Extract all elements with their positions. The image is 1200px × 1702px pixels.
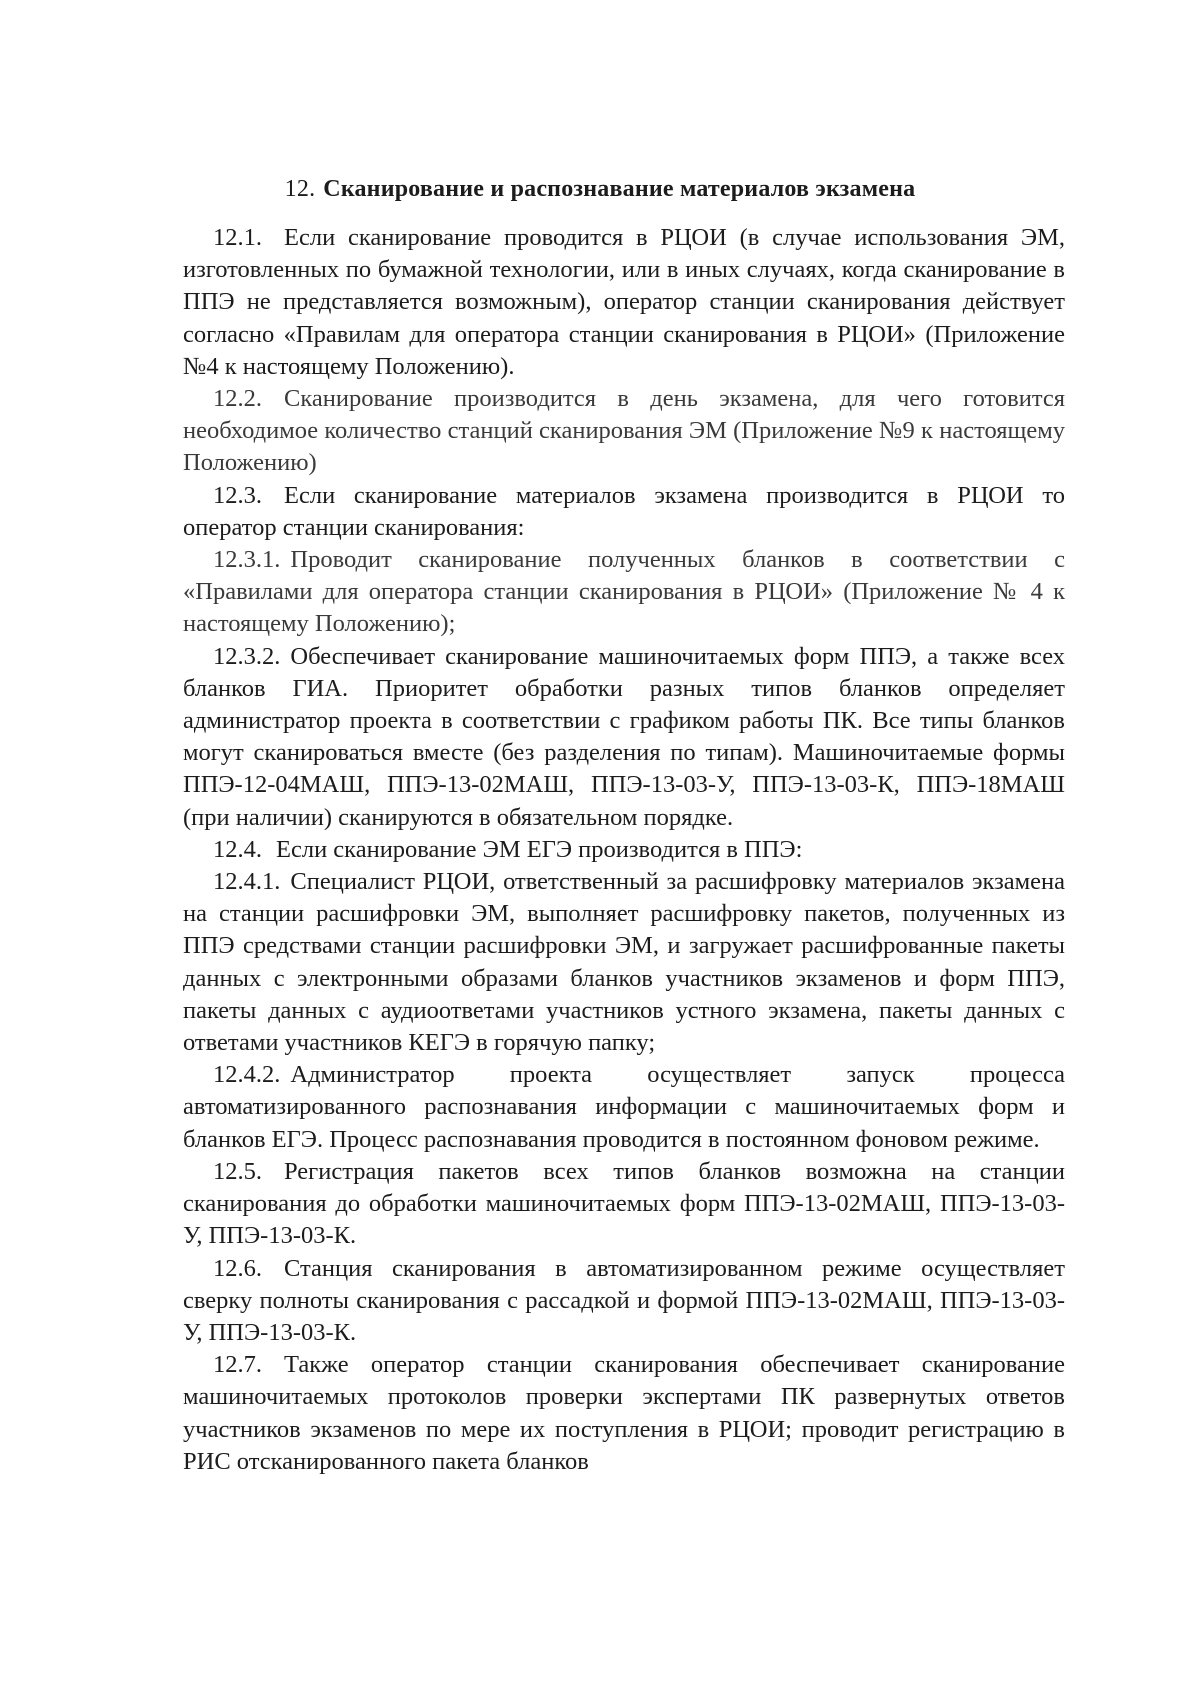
- paragraph-number: 12.1.: [213, 224, 262, 251]
- paragraph-number: 12.3.2.: [213, 642, 281, 670]
- paragraph-12-4: [183, 834, 1065, 866]
- paragraph-text: Если сканирование ЭМ ЕГЭ производится в ППЭ:: [276, 835, 803, 863]
- paragraph-text: Также оператор станции сканирования обеспечивает сканирование машиночитаемых протоколов проверки экспертами ПК развернутых ответов участников экзаменов по мере их поступления в РЦОИ; проводит регистрацию в РИС отсканированного пакета бланков: [183, 1351, 1065, 1475]
- paragraph-12-3-2: [183, 641, 1065, 834]
- paragraph-number: 12.4.2.: [213, 1061, 281, 1089]
- section-title: Сканирование и распознавание материалов экзамена: [323, 176, 916, 202]
- section-heading: [0, 172, 1200, 206]
- paragraph-text: Обеспечивает сканирование машиночитаемых форм ППЭ, а также всех бланков ГИА. Приоритет обработки разных типов бланков определяет администратор проекта в соответствии с графиком работы ПК. Все типы бланков могут сканироваться вместе (без разделения по типам). Машиночитаемые формы ППЭ-12-04МАШ, ППЭ-13-02МАШ, ППЭ-13-03-У, ППЭ-13-03-К, ППЭ-18МАШ (при наличии) сканируются в обязательном порядке.: [183, 642, 1065, 831]
- paragraph-text: Проводит сканирование полученных бланков в соответствии с «Правилами для оператора станции сканирования в РЦОИ» (Приложение № 4 к настоящему Положению);: [183, 546, 1065, 638]
- paragraph-text: Если сканирование проводится в РЦОИ (в случае использования ЭМ, изготовленных по бумажной технологии, или в иных случаях, когда сканирование в ППЭ не представляется возможным), оператор станции сканирования действует согласно «Правилам для оператора станции сканирования в РЦОИ» (Приложение №4 к настоящему Положению).: [183, 224, 1065, 380]
- paragraph-12-4-1: [183, 866, 1065, 1059]
- paragraph-text: Регистрация пакетов всех типов бланков возможна на станции сканирования до обработки машиночитаемых форм ППЭ-13-02МАШ, ППЭ-13-03-У, ППЭ-13-03-К.: [183, 1157, 1065, 1250]
- paragraph-12-7: [183, 1349, 1065, 1478]
- paragraph-12-2: [183, 383, 1065, 480]
- paragraph-12-5: [183, 1156, 1065, 1253]
- paragraph-number: 12.5.: [213, 1157, 262, 1185]
- paragraph-12-1: [183, 222, 1065, 383]
- paragraph-text: Станция сканирования в автоматизированном режиме осуществляет сверку полноты сканирования с рассадкой и формой ППЭ-13-02МАШ, ППЭ-13-03-У, ППЭ-13-03-К.: [183, 1254, 1065, 1346]
- paragraph-12-4-2: [183, 1059, 1065, 1156]
- paragraph-text: Сканирование производится в день экзамена, для чего готовится необходимое количество станций сканирования ЭМ (Приложение №9 к настоящему Положению): [183, 385, 1065, 477]
- section-number: 12.: [284, 176, 316, 202]
- paragraph-number: 12.4.: [213, 835, 262, 863]
- paragraph-number: 12.4.1.: [213, 868, 281, 896]
- paragraph-number: 12.7.: [213, 1351, 262, 1379]
- paragraph-number: 12.6.: [213, 1254, 262, 1282]
- paragraph-text: Специалист РЦОИ, ответственный за расшифровку материалов экзамена на станции расшифровки ЭМ, выполняет расшифровку пакетов, полученных из ППЭ средствами станции расшифровки ЭМ, и загружает расшифрованные пакеты данных с электронными образами бланков участников экзаменов и форм ППЭ, пакеты данных с аудиоответами участников устного экзамена, пакеты данных с ответами участников КЕГЭ в горячую папку;: [183, 868, 1065, 1057]
- paragraph-12-3: [183, 480, 1065, 544]
- paragraph-number: 12.3.1.: [213, 546, 281, 574]
- paragraph-text: Если сканирование материалов экзамена производится в РЦОИ то оператор станции сканирования:: [183, 481, 1065, 541]
- paragraph-12-3-1: [183, 544, 1065, 641]
- paragraph-number: 12.3.: [213, 481, 262, 509]
- paragraph-text: Администратор проекта осуществляет запуск процесса автоматизированного распознавания информации с машиночитаемых форм и бланков ЕГЭ. Процесс распознавания проводится в постоянном фоновом режиме.: [183, 1061, 1065, 1153]
- paragraph-12-6: [183, 1253, 1065, 1350]
- document-body: [183, 222, 1065, 1478]
- paragraph-number: 12.2.: [213, 385, 262, 413]
